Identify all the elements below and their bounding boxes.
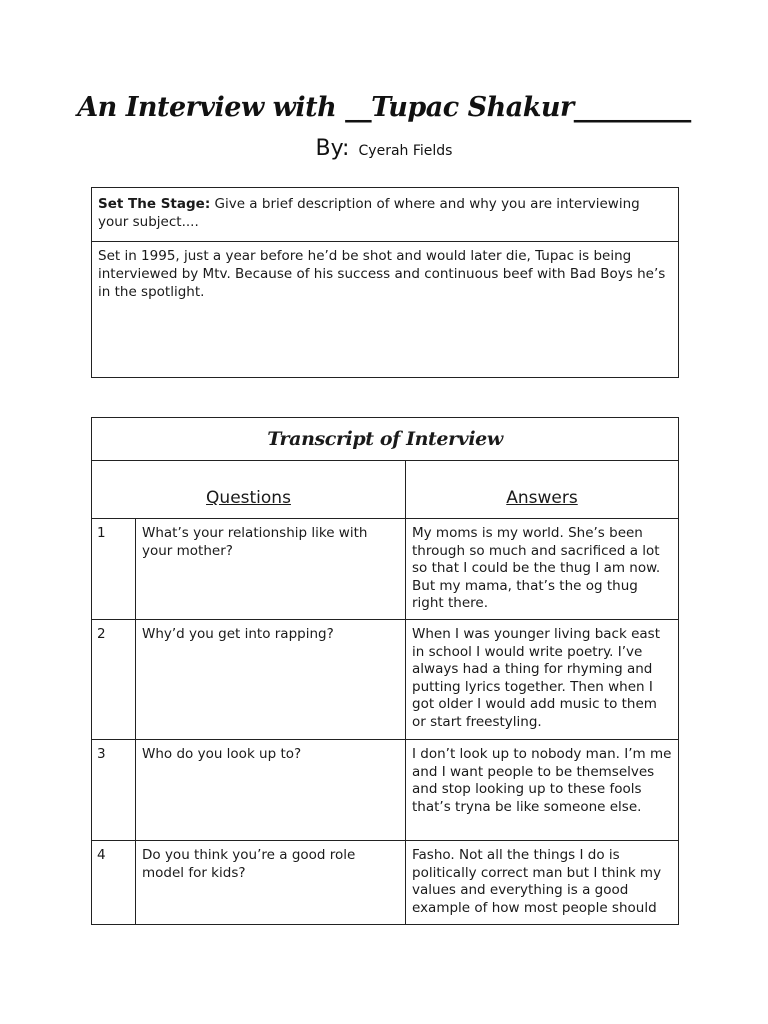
table-row (92, 519, 678, 620)
row-number: 2 (92, 620, 136, 739)
row-number: 1 (92, 519, 136, 619)
question-cell: Why’d you get into rapping? (136, 620, 406, 739)
byline (0, 136, 768, 161)
set-the-stage-body: Set in 1995, just a year before he’d be shot and would later die, Tupac is being interviewed by Mtv. Because of his success and continuous beef with Bad Boys he’s in the spotlight. (98, 248, 666, 300)
transcript-header-row (92, 461, 678, 519)
row-number: 3 (92, 740, 136, 840)
question-cell: What’s your relationship like with your mother? (136, 519, 406, 619)
question-cell: Who do you look up to? (136, 740, 406, 840)
answer-cell: My moms is my world. She’s been through so much and sacrificed a lot so that I could be the thug I am now. But my mama, that’s the og thug right there. (412, 525, 661, 611)
answers-header: Answers (506, 488, 578, 508)
question-cell: Do you think you’re a good role model for kids? (136, 841, 406, 924)
row-number: 4 (92, 841, 136, 924)
table-row (92, 841, 678, 924)
document-title: An Interview with __Tupac Shakur_________ (77, 92, 691, 123)
set-the-stage-box (91, 187, 679, 378)
answer-cell: I don’t look up to nobody man. I’m me and I want people to be themselves and stop looking up to these fools that’s tryna be like someone else. (412, 746, 672, 815)
answer-cell: When I was younger living back east in school I would write poetry. I’ve always had a thing for rhyming and putting lyrics together. Then when I got older I would add music to them or start freestyling. (412, 626, 660, 730)
table-row (92, 620, 678, 740)
set-the-stage-header (92, 188, 678, 242)
answer-cell: Fasho. Not all the things I do is politically correct man but I think my values and everything is a good example of how most people should (412, 847, 662, 916)
questions-header: Questions (92, 461, 406, 518)
transcript-title: Transcript of Interview (92, 418, 678, 461)
set-the-stage-prompt: Give a brief description of where and why you are interviewing your subject.... (98, 196, 640, 230)
set-the-stage-label: Set The Stage: (98, 196, 211, 212)
table-row (92, 740, 678, 841)
by-label: By: (315, 136, 350, 161)
transcript-table (91, 417, 679, 925)
author-name: Cyerah Fields (358, 143, 453, 159)
